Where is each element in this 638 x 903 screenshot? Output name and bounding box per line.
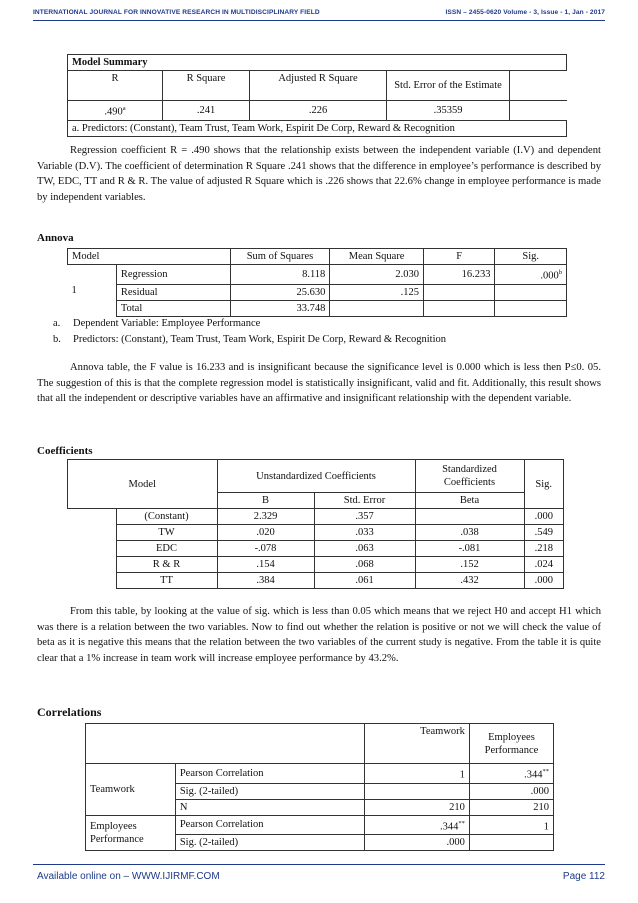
corr-cell: .344** <box>365 815 470 835</box>
coef-header-b: B <box>217 493 314 509</box>
corr-group-employees: Employees Performance <box>86 815 176 851</box>
model-summary-title: Model Summary <box>68 55 567 71</box>
corr-cell: 210 <box>365 799 470 815</box>
coef-cell: .154 <box>217 557 314 573</box>
corr-cell <box>365 783 470 799</box>
coef-header-std: Standardized Coefficients <box>415 460 524 493</box>
coef-cell: .024 <box>524 557 564 573</box>
ms-note: a. Predictors: (Constant), Team Trust, Team Work, Espirit De Corp, Reward & Recognition <box>68 120 567 136</box>
coef-cell: .020 <box>217 525 314 541</box>
corr-cell: .344** <box>469 764 553 784</box>
corr-stat: N <box>175 799 364 815</box>
coef-header-beta: Beta <box>415 493 524 509</box>
anova-model-number: 1 <box>68 265 117 317</box>
coef-row-name: TW <box>116 525 217 541</box>
coef-cell: .152 <box>415 557 524 573</box>
coefficients-heading: Coefficients <box>37 445 93 457</box>
anova-row-name: Residual <box>116 284 230 300</box>
corr-stat: Sig. (2-tailed) <box>175 835 364 851</box>
coef-row-name: (Constant) <box>116 509 217 525</box>
ms-header-r: R <box>68 71 163 101</box>
corr-header-employees: Employees Performance <box>469 724 553 764</box>
anova-cell <box>423 300 495 316</box>
anova-cell <box>330 300 424 316</box>
ms-value-r: .490$^a$ <box>68 101 163 121</box>
model-summary-table <box>67 54 567 137</box>
anova-cell: 33.748 <box>230 300 330 316</box>
ms-header-rsq: R Square <box>163 71 250 101</box>
coef-cell: .549 <box>524 525 564 541</box>
ms-header-adjrsq: Adjusted R Square <box>250 71 387 101</box>
coef-cell: .061 <box>314 573 415 589</box>
journal-title: INTERNATIONAL JOURNAL FOR INNOVATIVE RESEARCH IN MULTIDISCIPLINARY FIELD <box>33 9 320 16</box>
anova-note: b. Predictors: (Constant), Team Trust, Team Work, Espirit De Corp, Reward & Recognition <box>53 334 447 345</box>
footer-url: Available online on – WWW.IJIRMF.COM <box>37 871 220 882</box>
footer-rule <box>33 864 605 865</box>
coef-header-se: Std. Error <box>314 493 415 509</box>
anova-cell: 8.118 <box>230 265 330 285</box>
coef-cell: .357 <box>314 509 415 525</box>
corr-cell: 1 <box>469 815 553 835</box>
ms-header-se: Std. Error of the Estimate <box>387 71 510 101</box>
anova-header-ms: Mean Square <box>330 249 424 265</box>
coef-cell: .063 <box>314 541 415 557</box>
corr-empty-header <box>86 724 365 764</box>
coef-cell <box>415 509 524 525</box>
anova-cell <box>495 300 567 316</box>
coef-cell: -.078 <box>217 541 314 557</box>
corr-cell: .000 <box>469 783 553 799</box>
coef-cell: .038 <box>415 525 524 541</box>
anova-cell <box>423 284 495 300</box>
corr-cell: .000 <box>365 835 470 851</box>
coef-model-cell <box>68 509 117 589</box>
corr-cell: 210 <box>469 799 553 815</box>
ms-value-se: .35359 <box>387 101 510 121</box>
anova-cell: 25.630 <box>230 284 330 300</box>
coef-cell: .068 <box>314 557 415 573</box>
paragraph-regression: Regression coefficient R = .490 shows that the relationship exists between the independent variable (I.V) and dependent Variable (D.V). The coefficient of determination R Square .241 shows that the difference in employee’s performance is described by TW, EDC, TT and R & R. The value of adjusted R Square which is .226 shows that 22.6% change in employee performance is made by independent variables. <box>37 145 601 203</box>
anova-heading: Annova <box>37 232 74 244</box>
coef-row-name: TT <box>116 573 217 589</box>
anova-row-name: Total <box>116 300 230 316</box>
coef-cell: .432 <box>415 573 524 589</box>
coef-row-name: EDC <box>116 541 217 557</box>
anova-header-model: Model <box>68 249 231 265</box>
anova-cell: 16.233 <box>423 265 495 285</box>
anova-header-sig: Sig. <box>495 249 567 265</box>
corr-header-teamwork: Teamwork <box>365 724 470 764</box>
coef-cell: .000 <box>524 573 564 589</box>
anova-note: a. Dependent Variable: Employee Performance <box>53 318 261 329</box>
coef-cell: .033 <box>314 525 415 541</box>
coef-cell: .218 <box>524 541 564 557</box>
ms-value-adjrsq: .226 <box>250 101 387 121</box>
page-number: Page 112 <box>562 871 605 882</box>
correlations-heading: Correlations <box>37 705 102 719</box>
coef-cell: .384 <box>217 573 314 589</box>
coef-cell: 2.329 <box>217 509 314 525</box>
anova-cell: .000$^b$ <box>495 265 567 285</box>
coef-header-unstd: Unstandardized Coefficients <box>217 460 415 493</box>
anova-cell: 2.030 <box>330 265 424 285</box>
corr-cell: 1 <box>365 764 470 784</box>
corr-stat: Sig. (2-tailed) <box>175 783 364 799</box>
coef-cell: -.081 <box>415 541 524 557</box>
anova-cell: .125 <box>330 284 424 300</box>
paragraph-coefficients: From this table, by looking at the value of sig. which is less than 0.05 which means that we reject H0 and accept H1 which was there is a relation between the two variables. Now to find out whether the relation is positive or not we will check the value of beta as it is negative this means that the relation between the two variables of the current study is negative. From the table it is quite clear that a 1% increase in team work will increase employee performance by 43.2%. <box>37 606 601 664</box>
coef-row-name: R & R <box>116 557 217 573</box>
corr-group-teamwork: Teamwork <box>86 764 176 816</box>
anova-notes <box>37 316 597 348</box>
header-rule <box>33 20 605 21</box>
issn-info: ISSN – 2455-0620 Volume - 3, Issue - 1, Jan - 2017 <box>445 9 605 16</box>
corr-stat: Pearson Correlation <box>175 764 364 784</box>
coef-header-model: Model <box>68 460 218 509</box>
anova-row-name: Regression <box>116 265 230 285</box>
anova-cell <box>495 284 567 300</box>
coef-header-sig: Sig. <box>524 460 564 509</box>
correlations-table <box>85 723 554 851</box>
corr-stat: Pearson Correlation <box>175 815 364 835</box>
coefficients-table <box>67 459 564 589</box>
anova-table <box>67 248 567 317</box>
coef-cell: .000 <box>524 509 564 525</box>
ms-value-rsq: .241 <box>163 101 250 121</box>
anova-header-ss: Sum of Squares <box>230 249 330 265</box>
anova-header-f: F <box>423 249 495 265</box>
corr-cell <box>469 835 553 851</box>
paragraph-anova: Annova table, the F value is 16.233 and is insignificant because the significance level is 0.000 which is less then P≤0. 05. The suggestion of this is that the complete regression model is statistically insignificant, valid and fit. Additionally, this result shows that all the independent or descriptive variables have an affirmative and insignificant relationship with the dependent variable. <box>37 362 601 404</box>
